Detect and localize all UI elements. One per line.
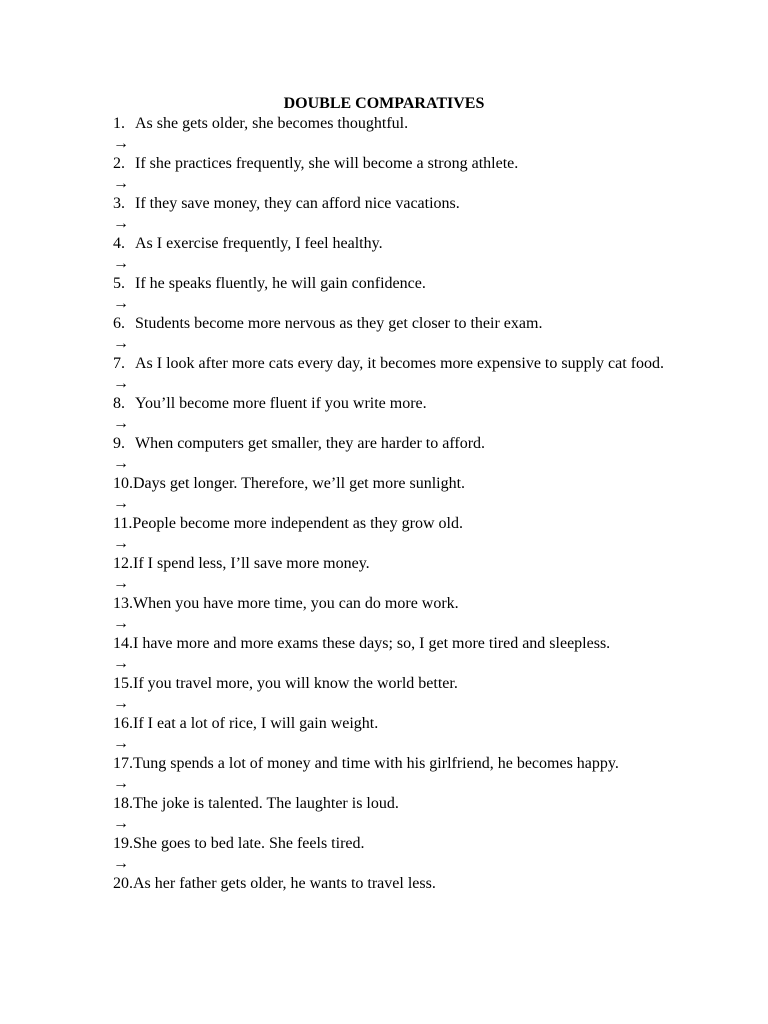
exercise-item [113,754,683,794]
exercise-text: You’ll become more fluent if you write more. [135,395,427,412]
exercise-sentence [113,594,683,614]
exercise-number: 14. [113,635,133,652]
exercise-number: 17. [113,755,133,772]
exercise-number: 10. [113,475,133,492]
exercise-text: If they save money, they can afford nice vacations. [135,195,460,212]
answer-arrow-icon: → [113,295,129,312]
answer-arrow-icon: → [113,375,129,392]
exercise-sentence [113,354,683,374]
exercise-sentence [113,834,683,854]
worksheet-title: DOUBLE COMPARATIVES [283,95,485,112]
exercise-number: 15. [113,675,133,692]
exercise-item [113,194,683,234]
answer-arrow-icon: → [113,415,129,432]
exercise-number: 4. [113,235,125,252]
exercise-number: 16. [113,715,133,732]
exercise-sentence [113,314,683,334]
exercise-number: 11. [113,515,133,532]
exercise-item [113,714,683,754]
exercise-item [113,394,683,434]
exercise-sentence [113,874,683,894]
exercise-sentence [113,274,683,294]
exercise-number: 5. [113,275,125,292]
worksheet-page [113,94,683,894]
answer-arrow-icon: → [113,695,129,712]
exercise-item [113,874,683,894]
exercise-sentence [113,154,683,174]
exercise-sentence [113,554,683,574]
exercise-text: As her father gets older, he wants to travel less. [133,875,436,892]
exercise-item [113,234,683,274]
exercise-text: When you have more time, you can do more work. [133,595,459,612]
exercise-text: If he speaks fluently, he will gain confidence. [135,275,426,292]
exercise-sentence [113,714,683,734]
exercise-sentence [113,394,683,414]
exercise-item [113,314,683,354]
answer-arrow-icon: → [113,655,129,672]
exercise-text: I have more and more exams these days; so, I get more tired and sleepless. [133,635,611,652]
exercise-item [113,594,683,634]
exercise-number: 9. [113,435,125,452]
exercise-number: 7. [113,355,125,372]
exercise-item [113,674,683,714]
answer-arrow-icon: → [113,775,129,792]
exercise-text: If you travel more, you will know the world better. [133,675,458,692]
exercise-sentence [113,474,683,494]
exercise-text: The joke is talented. The laughter is loud. [133,795,399,812]
exercise-text: If I eat a lot of rice, I will gain weight. [133,715,379,732]
exercise-text: As I look after more cats every day, it becomes more expensive to supply cat food. [135,355,665,372]
answer-arrow-icon: → [113,735,129,752]
answer-arrow-icon: → [113,135,129,152]
exercise-number: 12. [113,555,133,572]
exercise-number: 2. [113,155,125,172]
exercise-sentence [113,634,683,654]
exercise-item [113,834,683,874]
exercise-sentence [113,674,683,694]
exercise-text: People become more independent as they grow old. [132,515,463,532]
exercise-text: As I exercise frequently, I feel healthy. [135,235,383,252]
exercise-sentence [113,434,683,454]
exercise-text: If she practices frequently, she will become a strong athlete. [135,155,519,172]
exercise-number: 13. [113,595,133,612]
exercise-number: 19. [113,835,133,852]
exercise-text: As she gets older, she becomes thoughtful. [135,115,409,132]
exercise-item [113,554,683,594]
exercise-text: Days get longer. Therefore, we’ll get more sunlight. [133,475,466,492]
answer-arrow-icon: → [113,215,129,232]
answer-arrow-icon: → [113,495,129,512]
answer-arrow-icon: → [113,175,129,192]
exercise-number: 8. [113,395,125,412]
exercise-number: 3. [113,195,125,212]
answer-arrow-icon: → [113,815,129,832]
answer-arrow-icon: → [113,855,129,872]
exercise-item [113,154,683,194]
answer-arrow-icon: → [113,535,129,552]
exercise-item [113,514,683,554]
answer-arrow-icon: → [113,335,129,352]
exercise-text: Tung spends a lot of money and time with his girlfriend, he becomes happy. [133,755,619,772]
exercise-item [113,794,683,834]
exercise-number: 18. [113,795,133,812]
exercise-sentence [113,194,683,214]
answer-arrow-icon: → [113,255,129,272]
exercise-list [113,114,683,894]
exercise-sentence [113,234,683,254]
exercise-sentence [113,514,683,534]
answer-arrow-icon: → [113,455,129,472]
exercise-item [113,474,683,514]
exercise-text: Students become more nervous as they get closer to their exam. [135,315,543,332]
exercise-item [113,114,683,154]
exercise-item [113,434,683,474]
answer-arrow-icon: → [113,575,129,592]
exercise-number: 6. [113,315,125,332]
answer-arrow-icon: → [113,615,129,632]
exercise-item [113,634,683,674]
exercise-item [113,354,683,394]
exercise-text: When computers get smaller, they are harder to afford. [135,435,486,452]
exercise-sentence [113,754,683,774]
exercise-text: If I spend less, I’ll save more money. [133,555,370,572]
exercise-sentence [113,794,683,814]
exercise-item [113,274,683,314]
exercise-sentence [113,114,683,134]
exercise-number: 20. [113,875,133,892]
exercise-text: She goes to bed late. She feels tired. [133,835,365,852]
exercise-number: 1. [113,115,125,132]
